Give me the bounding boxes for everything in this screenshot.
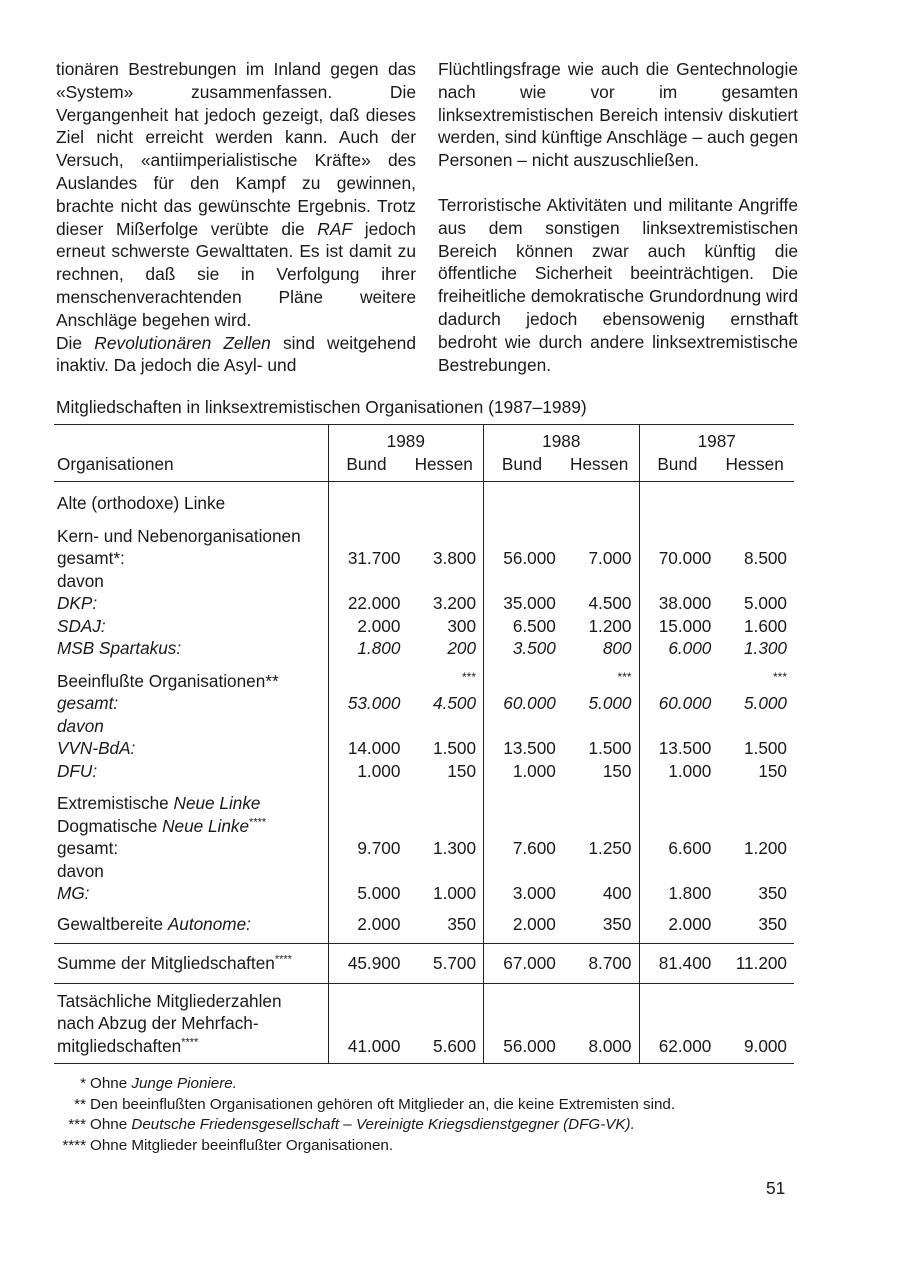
table-cell bbox=[715, 515, 794, 548]
year-1989: 1989 bbox=[328, 425, 483, 453]
table-cell: 1.300 bbox=[433, 838, 477, 858]
table-cell bbox=[560, 860, 639, 883]
table-cell: Alte (orthodoxe) Linke bbox=[57, 493, 226, 513]
table-cell bbox=[328, 983, 404, 1012]
table-cell: 4.500 bbox=[433, 693, 477, 713]
table-cell: 150 bbox=[758, 760, 787, 781]
table-cell: 800 bbox=[602, 638, 632, 658]
table-cell bbox=[715, 1012, 794, 1035]
table-cell: 3.500 bbox=[484, 637, 560, 660]
table-cell: 5.000 bbox=[743, 693, 787, 713]
col-bund-1989: Bund bbox=[328, 453, 404, 482]
table-cell: 81.400 bbox=[639, 944, 715, 984]
table-cell: 9.700 bbox=[328, 837, 404, 860]
table-caption: Mitgliedschaften in linksextremistischen Organisationen (1987–1989) bbox=[56, 397, 587, 417]
table-cell bbox=[484, 815, 560, 838]
table-cell bbox=[560, 815, 639, 838]
table-row bbox=[54, 782, 794, 815]
table-cell: 8.500 bbox=[743, 548, 787, 568]
table-cell bbox=[560, 515, 639, 548]
table-cell: 1.000 bbox=[484, 760, 560, 783]
table-cell bbox=[404, 860, 483, 883]
left-paragraph-1: tionären Bestrebungen im Inland gegen das «System» zusammenfassen. Die Vergangenheit hat jedoch gezeigt, daß dieses Ziel nicht erreicht werden kann. Auch der Versuch, «antiimperialistische Kräfte» des Auslandes für den Kampf zu gewinnen, brachte nicht das gewünschte Ergebnis. Trotz dieser Mißerfolge verübte die RAF jedoch erneut schwerste Gewalttaten. Es ist damit zu rechnen, daß sie in Verfolgung ihrer menschenverachtenden Pläne weitere Anschläge begehen wird. bbox=[56, 59, 416, 330]
table-cell: VVN-BdA: bbox=[57, 738, 136, 758]
table-row bbox=[54, 882, 794, 905]
table-cell: *** bbox=[772, 669, 787, 684]
footnotes bbox=[56, 1074, 816, 1156]
table-cell: 350 bbox=[758, 883, 787, 903]
table-cell: 3.000 bbox=[484, 882, 560, 905]
table-cell bbox=[639, 570, 715, 593]
table-cell bbox=[639, 515, 715, 548]
table-cell: 4.500 bbox=[588, 593, 632, 613]
col-hessen-1987: Hessen bbox=[715, 453, 794, 482]
table-cell: 1.500 bbox=[743, 738, 787, 758]
right-paragraph-2: Terroristische Aktivitäten und militante Angriffe aus dem sonstigen linksextremistischen Bereich können zwar auch künftig die öffentliche Sicherheit beeinträchtigen. Die freiheitliche demokratische Grundordnung wird dadurch jedoch ebensowenig ernsthaft bedroht wie durch andere linksextremistische Bestrebungen. bbox=[438, 194, 798, 375]
table-cell: davon bbox=[57, 715, 104, 736]
table-cell: 200 bbox=[447, 638, 477, 658]
table-cell: Tatsächliche Mitgliederzahlen bbox=[57, 990, 282, 1011]
table-cell bbox=[715, 482, 794, 515]
table-cell: 350 bbox=[447, 913, 477, 934]
table-cell: 7.000 bbox=[588, 548, 632, 568]
table-cell: gesamt: bbox=[57, 838, 119, 858]
table-cell: 1.300 bbox=[743, 638, 787, 658]
membership-table bbox=[54, 424, 794, 1064]
table-cell bbox=[484, 860, 560, 883]
table-cell: gesamt: bbox=[57, 693, 119, 713]
table-cell: 1.200 bbox=[743, 838, 787, 858]
table-cell bbox=[404, 815, 483, 838]
table-row bbox=[54, 1012, 794, 1035]
table-cell: Kern- und Nebenorganisationen bbox=[57, 525, 301, 546]
table-cell: 13.500 bbox=[639, 737, 715, 760]
table-cell: Extremistische Neue Linke bbox=[57, 793, 261, 813]
table-cell: 38.000 bbox=[639, 592, 715, 615]
table-cell: davon bbox=[57, 860, 104, 881]
table-cell: gesamt*: bbox=[57, 548, 125, 568]
table-cell: 56.000 bbox=[484, 547, 560, 570]
table-cell bbox=[404, 983, 483, 1012]
table-cell bbox=[639, 815, 715, 838]
col-hessen-1988: Hessen bbox=[560, 453, 639, 482]
table-cell bbox=[404, 782, 483, 815]
table-cell: 41.000 bbox=[328, 1035, 404, 1064]
table-cell bbox=[328, 782, 404, 815]
table-cell bbox=[715, 815, 794, 838]
table-cell bbox=[328, 1012, 404, 1035]
table-cell bbox=[328, 815, 404, 838]
table-cell: 1.250 bbox=[588, 838, 632, 858]
table-cell: 5.000 bbox=[743, 593, 787, 613]
table-cell: 22.000 bbox=[328, 592, 404, 615]
year-1987: 1987 bbox=[639, 425, 794, 453]
table-cell bbox=[560, 715, 639, 738]
table-cell: 11.200 bbox=[715, 944, 794, 984]
table-cell bbox=[639, 1012, 715, 1035]
table-cell: 1.000 bbox=[328, 760, 404, 783]
table-cell: Summe der Mitgliedschaften**** bbox=[54, 944, 328, 984]
table-cell bbox=[328, 715, 404, 738]
table-cell: 1.000 bbox=[433, 883, 477, 903]
table-cell: 5.600 bbox=[404, 1035, 483, 1064]
table-cell: 350 bbox=[602, 913, 632, 934]
table-cell: MG: bbox=[57, 883, 90, 903]
table-row bbox=[54, 815, 794, 838]
table-cell bbox=[328, 860, 404, 883]
table-row bbox=[54, 837, 794, 860]
table-cell: 400 bbox=[602, 883, 632, 903]
page-number: 51 bbox=[766, 1178, 786, 1198]
table-cell bbox=[328, 482, 404, 515]
table-cell: 15.000 bbox=[639, 615, 715, 638]
table-row bbox=[54, 637, 794, 660]
table-cell: 1.000 bbox=[639, 760, 715, 783]
table-cell bbox=[404, 482, 483, 515]
table-cell: 6.600 bbox=[639, 837, 715, 860]
table-cell: 14.000 bbox=[328, 737, 404, 760]
right-text-column bbox=[438, 58, 798, 376]
left-paragraph-2: Die Revolutionären Zellen sind weitgehend inaktiv. Da jedoch die Asyl- und bbox=[56, 332, 416, 376]
table-row bbox=[54, 660, 794, 693]
table-row-actual bbox=[54, 1035, 794, 1064]
col-hessen-1989: Hessen bbox=[404, 453, 483, 482]
table-cell: 35.000 bbox=[484, 592, 560, 615]
table-cell bbox=[639, 482, 715, 515]
table-cell: 60.000 bbox=[639, 692, 715, 715]
year-1988: 1988 bbox=[484, 425, 639, 453]
left-text-column bbox=[56, 58, 416, 377]
table-cell bbox=[484, 515, 560, 548]
table-cell: 3.800 bbox=[433, 548, 477, 568]
table-row bbox=[54, 905, 794, 944]
table-cell: 1.800 bbox=[328, 637, 404, 660]
table-cell bbox=[639, 782, 715, 815]
table-cell: 67.000 bbox=[484, 944, 560, 984]
table-cell bbox=[484, 1012, 560, 1035]
table-cell: 6.000 bbox=[639, 637, 715, 660]
table-cell bbox=[639, 715, 715, 738]
table-cell bbox=[404, 715, 483, 738]
table-cell: 5.000 bbox=[328, 882, 404, 905]
table-cell: 13.500 bbox=[484, 737, 560, 760]
table-row bbox=[54, 715, 794, 738]
table-cell bbox=[54, 425, 328, 453]
table-cell bbox=[715, 983, 794, 1012]
table-cell bbox=[484, 715, 560, 738]
table-cell: 150 bbox=[447, 760, 477, 781]
table-cell: SDAJ: bbox=[57, 615, 106, 636]
table-cell: DKP: bbox=[57, 593, 98, 613]
table-cell bbox=[560, 570, 639, 593]
table-cell: 8.700 bbox=[560, 944, 639, 984]
table-row bbox=[54, 547, 794, 570]
table-cell: *** bbox=[617, 669, 632, 684]
table-cell bbox=[715, 860, 794, 883]
table-cell: davon bbox=[57, 570, 104, 591]
table-cell: 300 bbox=[447, 615, 477, 636]
table-cell: 56.000 bbox=[484, 1035, 560, 1064]
table-cell: 70.000 bbox=[639, 547, 715, 570]
table-cell bbox=[639, 860, 715, 883]
table-cell: 2.000 bbox=[328, 615, 404, 638]
footnote-3: *** Ohne Deutsche Friedensgesellschaft – Vereinigte Kriegsdienstgegner (DFG-VK). bbox=[68, 1116, 635, 1133]
table-row bbox=[54, 482, 794, 515]
table-row bbox=[54, 615, 794, 638]
table-cell: 60.000 bbox=[484, 692, 560, 715]
col-bund-1988: Bund bbox=[484, 453, 560, 482]
table-cell: MSB Spartakus: bbox=[57, 638, 182, 658]
table-row bbox=[54, 570, 794, 593]
table-cell: 150 bbox=[602, 760, 632, 781]
footnote-1: * Ohne Junge Pioniere. bbox=[80, 1075, 237, 1092]
table-cell bbox=[560, 782, 639, 815]
table-cell: 5.700 bbox=[404, 944, 483, 984]
table-cell: 6.500 bbox=[484, 615, 560, 638]
table-cell bbox=[404, 570, 483, 593]
table-cell bbox=[715, 715, 794, 738]
table-cell bbox=[639, 983, 715, 1012]
table-cell: Dogmatische Neue Linke**** bbox=[57, 815, 267, 836]
table-row bbox=[54, 860, 794, 883]
table-cell bbox=[484, 983, 560, 1012]
footnote-2: ** Den beeinflußten Organisationen gehören oft Mitglieder an, die keine Extremisten sind. bbox=[74, 1095, 676, 1113]
table-cell: 1.500 bbox=[433, 738, 477, 758]
table-cell bbox=[715, 570, 794, 593]
table-cell: *** bbox=[462, 669, 477, 684]
table-cell: 1.200 bbox=[588, 615, 632, 636]
table-cell: 2.000 bbox=[328, 905, 404, 944]
table-cell bbox=[328, 570, 404, 593]
table-cell: Beeinflußte Organisationen** bbox=[57, 670, 279, 691]
table-cell bbox=[484, 782, 560, 815]
table-cell: 2.000 bbox=[639, 905, 715, 944]
table-cell: 1.600 bbox=[743, 615, 787, 636]
footnote-4: **** Ohne Mitglieder beeinflußter Organisationen. bbox=[62, 1136, 394, 1154]
table-cell bbox=[639, 660, 715, 693]
table-cell: 9.000 bbox=[715, 1035, 794, 1064]
table-row bbox=[54, 592, 794, 615]
table-cell bbox=[484, 660, 560, 693]
table-cell: nach Abzug der Mehrfach- bbox=[57, 1013, 259, 1033]
table-cell bbox=[560, 983, 639, 1012]
table-cell: mitgliedschaften**** bbox=[54, 1035, 328, 1064]
table-cell: DFU: bbox=[57, 760, 98, 781]
table-cell: 31.700 bbox=[328, 547, 404, 570]
org-header: Organisationen bbox=[54, 453, 328, 482]
col-bund-1987: Bund bbox=[639, 453, 715, 482]
table-cell bbox=[484, 570, 560, 593]
table-row bbox=[54, 515, 794, 548]
table-cell bbox=[404, 1012, 483, 1035]
table-cell bbox=[484, 482, 560, 515]
table-row bbox=[54, 760, 794, 783]
right-paragraph-1: Flüchtlingsfrage wie auch die Gentechnologie nach wie vor im gesamten linksextremistischen Bereich intensiv diskutiert werden, sind künftige Anschläge – auch gegen Personen – nicht auszuschließen. bbox=[438, 59, 798, 171]
table-cell bbox=[328, 660, 404, 693]
table-cell: 1.800 bbox=[639, 882, 715, 905]
table-cell: 5.000 bbox=[588, 693, 632, 713]
table-cell: 7.600 bbox=[484, 837, 560, 860]
table-row bbox=[54, 737, 794, 760]
table-cell: Gewaltbereite Autonome: bbox=[57, 913, 251, 934]
table-cell: 45.900 bbox=[328, 944, 404, 984]
table-cell bbox=[715, 782, 794, 815]
table-cell: 1.500 bbox=[588, 738, 632, 758]
table-cell: 8.000 bbox=[560, 1035, 639, 1064]
table-cell: 62.000 bbox=[639, 1035, 715, 1064]
table-cell bbox=[328, 515, 404, 548]
table-row bbox=[54, 692, 794, 715]
table-header-years bbox=[54, 425, 794, 453]
table-cell: 350 bbox=[758, 913, 787, 934]
table-cell: 2.000 bbox=[484, 905, 560, 944]
table-row bbox=[54, 983, 794, 1012]
table-cell bbox=[404, 515, 483, 548]
table-cell bbox=[560, 482, 639, 515]
table-row-sum bbox=[54, 944, 794, 984]
table-cell: 3.200 bbox=[433, 593, 477, 613]
table-cell bbox=[560, 1012, 639, 1035]
table-cell: 53.000 bbox=[328, 692, 404, 715]
table-header-columns bbox=[54, 453, 794, 482]
